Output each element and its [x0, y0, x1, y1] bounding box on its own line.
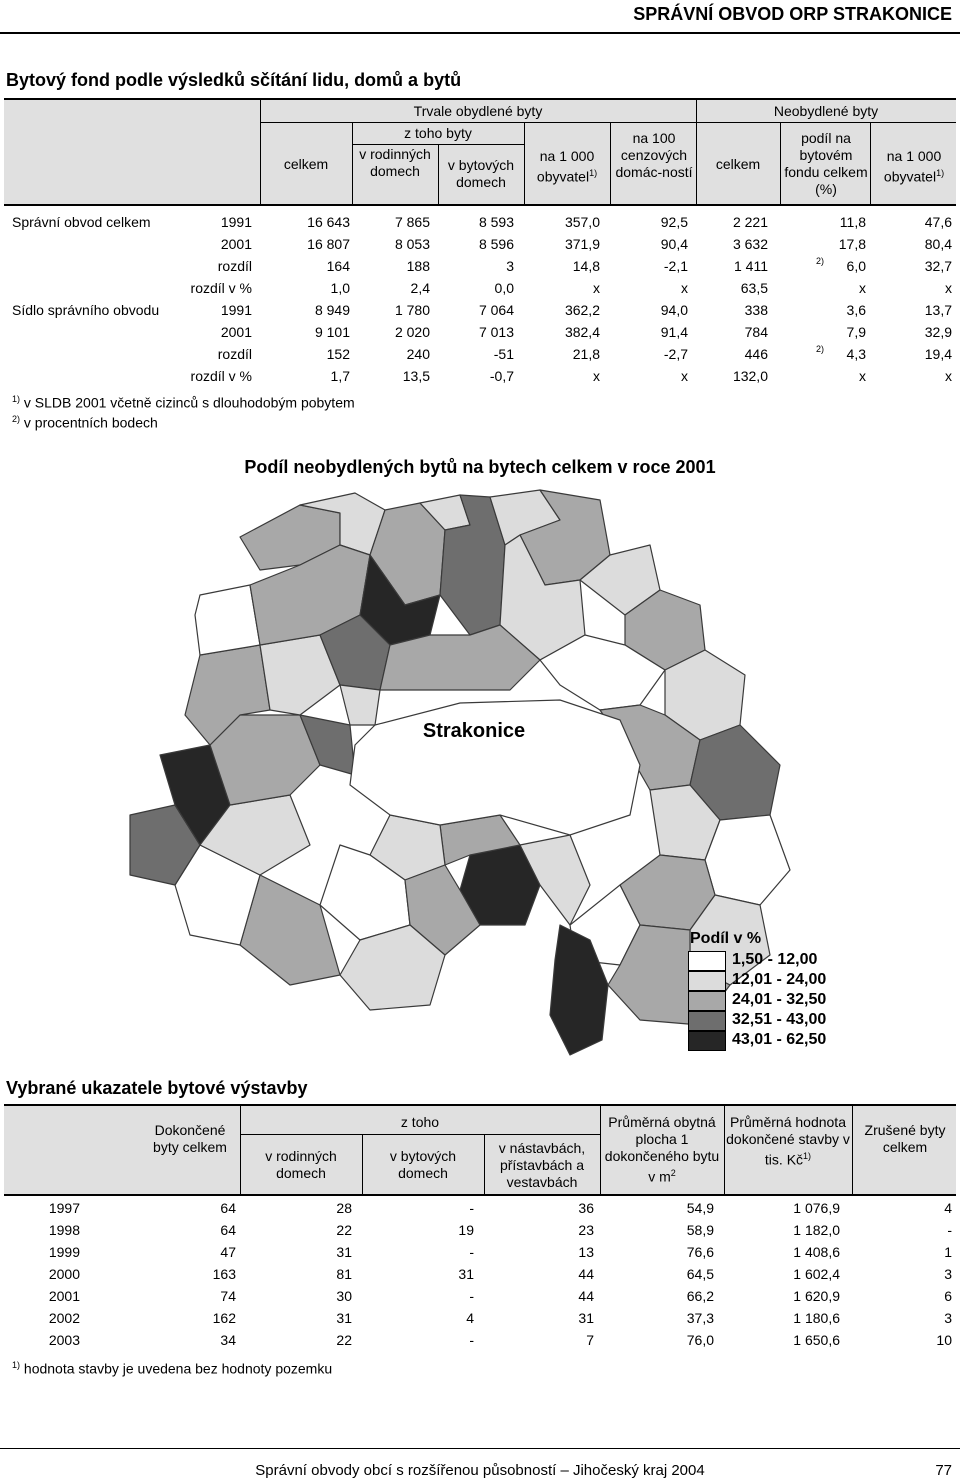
th-ztoho: z toho byty — [404, 125, 472, 141]
th2-ztoho: z toho — [400, 1114, 440, 1130]
table-cell: 362,2 — [564, 302, 600, 318]
table-cell: 32,7 — [924, 258, 952, 274]
table-cell: 16 807 — [307, 236, 350, 252]
table-cell: 7 — [586, 1332, 594, 1348]
table-cell: -2,1 — [663, 258, 688, 274]
th-nna1000: na 1 000 obyvatel$^{1)}$ — [883, 148, 945, 185]
table-cell: 14,8 — [572, 258, 600, 274]
table-cell: 81 — [336, 1266, 352, 1282]
row-year: 2001 — [48, 1288, 80, 1304]
table-cell: 92,5 — [660, 214, 688, 230]
table-cell: 7,9 — [846, 324, 866, 340]
row-period: 2001 — [220, 324, 252, 340]
map-title: Podíl neobydlených bytů na bytech celkem v roce 2001 — [244, 457, 716, 477]
table1-header — [4, 98, 956, 206]
page-header: SPRÁVNÍ OBVOD ORP STRAKONICE — [633, 4, 952, 24]
table-cell: - — [947, 1222, 952, 1238]
table-cell: 2 020 — [394, 324, 430, 340]
table-cell: x — [681, 368, 688, 384]
table-cell: 7 064 — [478, 302, 514, 318]
table-cell: 132,0 — [732, 368, 768, 384]
table-cell: 784 — [744, 324, 768, 340]
table-row — [0, 1222, 960, 1243]
legend-label: 12,01 - 24,00 — [732, 971, 827, 988]
th-neobydlene: Neobydlené byty — [773, 103, 879, 119]
table-cell: 19,4 — [924, 346, 952, 362]
table-cell: 4 — [466, 1310, 474, 1326]
row-period: rozdíl — [217, 346, 252, 362]
th2-zrusene: Zrušené byty celkem — [864, 1122, 946, 1155]
table-row — [0, 1310, 960, 1331]
table-cell: 0,0 — [494, 280, 514, 296]
table-cell: x — [593, 368, 600, 384]
table-cell: 63,5 — [740, 280, 768, 296]
table-cell: 3,6 — [846, 302, 866, 318]
th2-bytovych: v bytových domech — [389, 1148, 457, 1181]
table2-title: Vybrané ukazatele bytové výstavby — [6, 1078, 308, 1098]
table-cell: x — [859, 368, 866, 384]
table-row — [0, 236, 960, 257]
th2-dokoncene: Dokončené byty celkem — [153, 1122, 227, 1155]
legend-label: 43,01 - 62,50 — [732, 1031, 827, 1048]
th2-rodinnych: v rodinných domech — [265, 1148, 337, 1181]
table1-title: Bytový fond podle výsledků sčítání lidu, domů a bytů — [6, 70, 462, 90]
table-cell: - — [469, 1244, 474, 1260]
th-ncelkem: celkem — [715, 156, 761, 172]
table-cell: 34 — [220, 1332, 236, 1348]
row-period: 1991 — [220, 302, 252, 318]
table-cell: 1 180,6 — [793, 1310, 840, 1326]
table2-note: $^{1)}$ hodnota stavby je uvedena bez hodnoty pozemku — [12, 1360, 333, 1377]
table-cell: 8 949 — [314, 302, 350, 318]
row-period: 2001 — [220, 236, 252, 252]
table-row — [0, 346, 960, 367]
row-period: 1991 — [220, 214, 252, 230]
table-cell: 7 865 — [394, 214, 430, 230]
th2-nastavby: v nástavbách, přístavbách a vestavbách — [498, 1140, 586, 1190]
table-cell: 3 632 — [732, 236, 768, 252]
table-cell: x — [681, 280, 688, 296]
table-cell: 16 643 — [307, 214, 350, 230]
table-cell: 28 — [336, 1200, 352, 1216]
table-cell: -51 — [493, 346, 514, 362]
table-cell: 64,5 — [686, 1266, 714, 1282]
table-cell: 9 101 — [314, 324, 350, 340]
row-year: 2002 — [48, 1310, 80, 1326]
table-cell: 64 — [220, 1222, 236, 1238]
legend-swatch — [688, 1011, 726, 1031]
row-label: Sídlo správního obvodu — [12, 302, 160, 318]
th-na100: na 100 cenzových domác-ností — [615, 130, 693, 180]
map-region — [340, 685, 380, 725]
table-cell: 1 650,6 — [793, 1332, 840, 1348]
table-row — [0, 1332, 960, 1353]
legend-label: 32,51 - 43,00 — [732, 1011, 827, 1028]
table-cell: 1 076,9 — [793, 1200, 840, 1216]
table-cell: 1 411 — [734, 258, 768, 274]
map-city-label: Strakonice — [422, 720, 526, 742]
table-cell: 3 — [944, 1266, 952, 1282]
table-cell: 21,8 — [572, 346, 600, 362]
table-cell: 188 — [406, 258, 430, 274]
table-cell: 13,5 — [402, 368, 430, 384]
th2-hodnota: Průměrná hodnota dokončené stavby v tis. $Kč^{1)}$ — [726, 1114, 850, 1168]
footnote-marker: 2) — [816, 256, 825, 266]
table-cell: - — [469, 1332, 474, 1348]
table-cell: 1 — [944, 1244, 952, 1260]
table-cell: 382,4 — [564, 324, 600, 340]
footnote-marker: 2) — [816, 344, 825, 354]
table2-header — [4, 1104, 956, 1196]
table-cell: 6,0 — [846, 258, 866, 274]
table-row — [0, 1244, 960, 1265]
th-bytovych: v bytových domech — [447, 157, 515, 190]
row-period: rozdíl v % — [190, 368, 252, 384]
legend-swatch — [688, 991, 726, 1011]
table-cell: 10 — [936, 1332, 952, 1348]
row-period: rozdíl — [217, 258, 252, 274]
table1-note2: $^{2)}$ v procentních bodech — [12, 414, 158, 431]
legend-swatch — [688, 1031, 726, 1051]
map-region — [705, 815, 790, 905]
table-cell: 22 — [336, 1332, 352, 1348]
table-cell: 22 — [336, 1222, 352, 1238]
table-cell: 19 — [458, 1222, 474, 1238]
table-cell: 162 — [212, 1310, 236, 1326]
table-cell: x — [593, 280, 600, 296]
legend-swatch — [688, 971, 726, 991]
table-cell: 94,0 — [660, 302, 688, 318]
row-year: 2000 — [48, 1266, 80, 1282]
table-row — [0, 324, 960, 345]
table-cell: 1 602,4 — [793, 1266, 840, 1282]
header-rule — [0, 32, 960, 34]
table-cell: 7 013 — [478, 324, 514, 340]
table-cell: 31 — [578, 1310, 594, 1326]
row-year: 1998 — [48, 1222, 80, 1238]
table-cell: 44 — [578, 1288, 594, 1304]
table-cell: 36 — [578, 1200, 594, 1216]
table-row — [0, 280, 960, 301]
table-cell: 32,9 — [924, 324, 952, 340]
table-cell: 11,8 — [839, 214, 866, 230]
table-row — [0, 368, 960, 389]
row-year: 2003 — [48, 1332, 80, 1348]
row-label: Správní obvod celkem — [12, 214, 151, 230]
table-cell: 64 — [220, 1200, 236, 1216]
table-cell: 338 — [744, 302, 768, 318]
table-cell: 76,0 — [686, 1332, 714, 1348]
table-cell: 4,3 — [846, 346, 866, 362]
legend-label: 24,01 - 32,50 — [732, 991, 827, 1008]
table-row — [0, 1266, 960, 1287]
table-cell: 164 — [326, 258, 350, 274]
table-cell: 90,4 — [660, 236, 688, 252]
th-rodinnych: v rodinných domech — [359, 146, 431, 179]
table-cell: 17,8 — [838, 236, 866, 252]
table-row — [0, 258, 960, 279]
legend-title: Podíl v % — [690, 930, 762, 947]
table-cell: 74 — [220, 1288, 236, 1304]
table1-note1: $^{1)}$ v SLDB 2001 včetně cizinců s dlouhodobým pobytem — [12, 394, 355, 411]
table-cell: 8 596 — [478, 236, 514, 252]
table-cell: 3 — [944, 1310, 952, 1326]
table-cell: 23 — [578, 1222, 594, 1238]
table-cell: -2,7 — [663, 346, 688, 362]
table-cell: 76,6 — [686, 1244, 714, 1260]
table-cell: 58,9 — [686, 1222, 714, 1238]
table-cell: 8 593 — [478, 214, 514, 230]
table-cell: 54,9 — [686, 1200, 714, 1216]
table-cell: 1 620,9 — [793, 1288, 840, 1304]
table-cell: 2,4 — [410, 280, 430, 296]
footer-rule — [0, 1448, 960, 1449]
table-cell: 6 — [944, 1288, 952, 1304]
table-cell: 1 182,0 — [793, 1222, 840, 1238]
table-row — [0, 1288, 960, 1309]
table-cell: 47 — [220, 1244, 236, 1260]
th-trvale: Trvale obydlené byty — [413, 103, 543, 119]
row-period: rozdíl v % — [190, 280, 252, 296]
table-cell: x — [945, 280, 952, 296]
th-celkem: celkem — [283, 156, 329, 172]
table-cell: - — [469, 1288, 474, 1304]
table-cell: 66,2 — [686, 1288, 714, 1304]
table-cell: 2 221 — [732, 214, 768, 230]
table-cell: 80,4 — [924, 236, 952, 252]
table-cell: 240 — [406, 346, 430, 362]
th2-plocha: Průměrná obytná plocha 1 dokončeného bytu v $m^2$ — [604, 1114, 720, 1185]
th-na1000: na 1 000 obyvatel$^{1)}$ — [536, 148, 598, 185]
table-cell: 31 — [336, 1310, 352, 1326]
table-cell: 8 053 — [394, 236, 430, 252]
table-cell: 152 — [326, 346, 350, 362]
table-cell: 4 — [944, 1200, 952, 1216]
legend-label: 1,50 - 12,00 — [732, 951, 818, 968]
th-podil: podíl na bytovém fondu celkem (%) — [784, 130, 868, 197]
table-cell: 1,7 — [330, 368, 350, 384]
table-cell: 31 — [458, 1266, 474, 1282]
table-cell: 31 — [336, 1244, 352, 1260]
table-cell: 357,0 — [564, 214, 600, 230]
table-cell: -0,7 — [489, 368, 514, 384]
table-cell: 446 — [744, 346, 768, 362]
table-cell: x — [945, 368, 952, 384]
table-row — [0, 302, 960, 323]
footer-text: Správní obvody obcí s rozšířenou působností – Jihočeský kraj 2004 — [255, 1462, 705, 1479]
table-cell: 47,6 — [924, 214, 952, 230]
row-year: 1997 — [48, 1200, 80, 1216]
table-cell: 163 — [212, 1266, 236, 1282]
table-cell: 1 780 — [394, 302, 430, 318]
table-cell: 13,7 — [924, 302, 952, 318]
table-cell: 13 — [578, 1244, 594, 1260]
table-row — [0, 1200, 960, 1221]
table-cell: 44 — [578, 1266, 594, 1282]
table-cell: 1,0 — [330, 280, 350, 296]
table-cell: - — [469, 1200, 474, 1216]
table-cell: 1 408,6 — [793, 1244, 840, 1260]
table-cell: 30 — [336, 1288, 352, 1304]
table-cell: 3 — [506, 258, 514, 274]
page-number: 77 — [935, 1462, 952, 1479]
map-region — [195, 585, 260, 655]
table-cell: x — [859, 280, 866, 296]
legend-swatch — [688, 951, 726, 971]
row-year: 1999 — [48, 1244, 80, 1260]
table-cell: 371,9 — [564, 236, 600, 252]
table-cell: 91,4 — [660, 324, 688, 340]
table-cell: 37,3 — [686, 1310, 714, 1326]
table-row — [0, 214, 960, 235]
